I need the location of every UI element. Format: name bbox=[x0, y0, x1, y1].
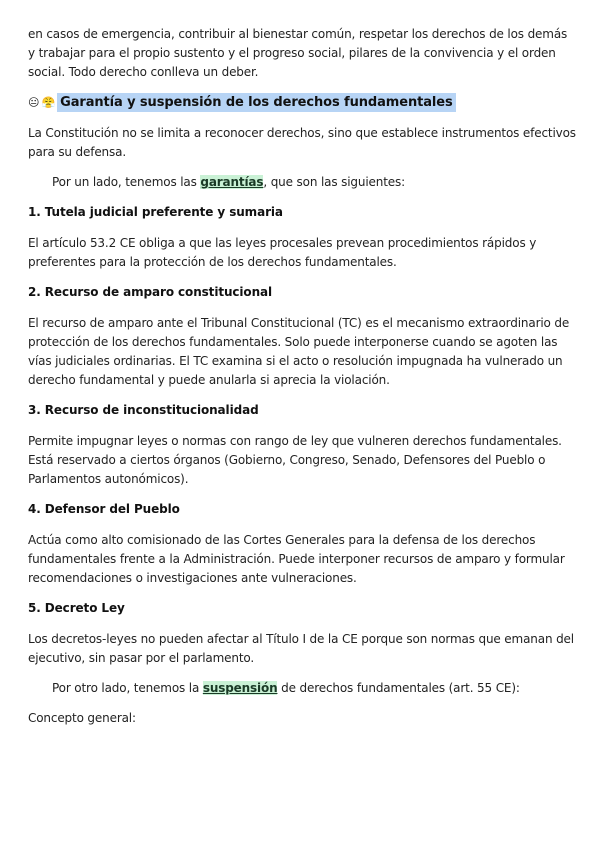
suspension-text-before: Por otro lado, tenemos la bbox=[52, 681, 203, 695]
item-body-4: Actúa como alto comisionado de las Cortes Generales para la defensa de los derechos fundamentales frente a la Administración. Puede interponer recursos de amparo y formular recomendaciones o investigaciones ante vulneraciones. bbox=[28, 533, 565, 585]
angry-face-icon: 😤 bbox=[41, 96, 56, 109]
item-body-5: Los decretos-leyes no pueden afectar al Título I de la CE porque son normas que emanan del ejecutivo, sin pasar por el parlamento. bbox=[28, 632, 574, 665]
document-page bbox=[28, 25, 576, 728]
suspension-highlight: suspensión bbox=[202, 681, 278, 695]
item-heading-1: 1. Tutela judicial preferente y sumaria bbox=[28, 205, 283, 219]
item-heading-2: 2. Recurso de amparo constitucional bbox=[28, 285, 273, 299]
section-heading bbox=[28, 93, 576, 112]
item-body-1: El artículo 53.2 CE obliga a que las leyes procesales prevean procedimientos rápidos y preferentes para la protección de los derechos fundamentales. bbox=[28, 236, 537, 269]
item-body-2: El recurso de amparo ante el Tribunal Constitucional (TC) es el mecanismo extraordinario de protección de los derechos fundamentales. Solo puede interponerse cuando se agoten las vías judiciales ordinarias. El TC examina si el acto o resolución impugnada ha vulnerado un derecho fundamental y puede anularla si aprecia la violación. bbox=[28, 316, 570, 387]
item-heading-5: 5. Decreto Ley bbox=[28, 601, 125, 615]
item-body-3: Permite impugnar leyes o normas con rango de ley que vulneren derechos fundamentales. Está reservado a ciertos órganos (Gobierno, Congreso, Senado, Defensores del Pueblo o Parlamentos autonómicos). bbox=[28, 434, 562, 486]
neutral-face-icon: 😐 bbox=[28, 96, 40, 109]
section-title: Garantía y suspensión de los derechos fundamentales bbox=[57, 93, 455, 112]
concepto-general-label: Concepto general: bbox=[28, 711, 136, 725]
garantias-text-after: , que son las siguientes: bbox=[263, 175, 405, 189]
garantias-highlight: garantías bbox=[200, 175, 264, 189]
item-heading-4: 4. Defensor del Pueblo bbox=[28, 502, 180, 516]
section-intro-paragraph: La Constitución no se limita a reconocer derechos, sino que establece instrumentos efectivos para su defensa. bbox=[28, 126, 576, 159]
garantias-text-before: Por un lado, tenemos las bbox=[52, 175, 201, 189]
item-heading-3: 3. Recurso de inconstitucionalidad bbox=[28, 403, 259, 417]
intro-paragraph: en casos de emergencia, contribuir al bienestar común, respetar los derechos de los demás y trabajar para el propio sustento y el progreso social, pilares de la convivencia y el orden social. Todo derecho conlleva un deber. bbox=[28, 27, 568, 79]
suspension-text-after: de derechos fundamentales (art. 55 CE): bbox=[277, 681, 520, 695]
suspension-paragraph bbox=[28, 679, 576, 698]
garantias-paragraph bbox=[28, 173, 576, 192]
